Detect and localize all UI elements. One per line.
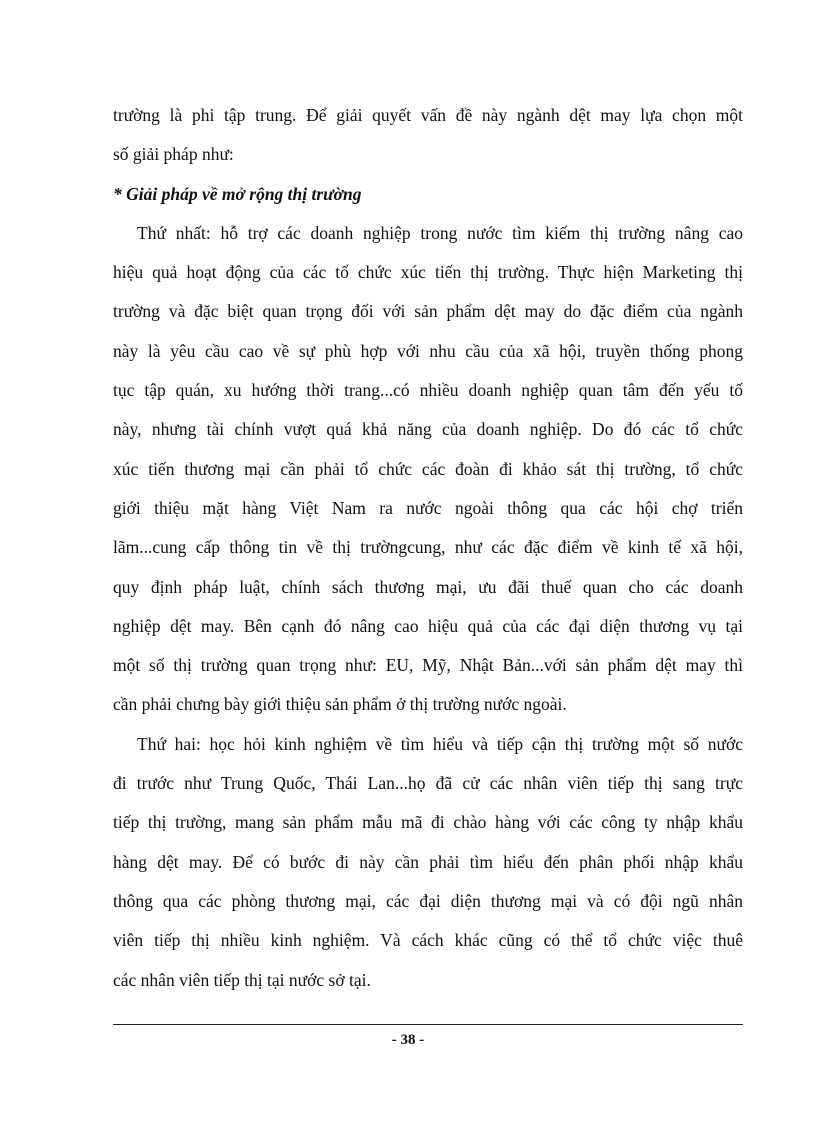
text-line: này, nhưng tài chính vượt quá khả năng của doanh nghiệp. Do đó các tổ chức	[113, 419, 743, 440]
text-line: đi trước như Trung Quốc, Thái Lan...họ đã cử các nhân viên tiếp thị sang trực	[113, 773, 743, 794]
text-line: trường và đặc biệt quan trọng đối với sản phẩm dệt may do đặc điểm của ngành	[113, 301, 743, 322]
text-line: các nhân viên tiếp thị tại nước sở tại.	[113, 969, 371, 990]
text-line: hiệu quả hoạt động của các tổ chức xúc tiến thị trường. Thực hiện Marketing thị	[113, 262, 743, 283]
text-line: hàng dệt may. Để có bước đi này cần phải tìm hiểu đến phân phối nhập khẩu	[113, 851, 743, 872]
page-number: - 38 -	[391, 1032, 425, 1048]
text-line: một số thị trường quan trọng như: EU, Mỹ, Nhật Bản...với sản phẩm dệt may thì	[113, 655, 743, 676]
text-line: giới thiệu mặt hàng Việt Nam ra nước ngoài thông qua các hội chợ triển	[113, 497, 743, 518]
text-line: tục tập quán, xu hướng thời trang...có nhiều doanh nghiệp quan tâm đến yếu tố	[113, 380, 743, 401]
body-text	[113, 96, 743, 1000]
section-heading: * Giải pháp về mở rộng thị trường	[113, 183, 362, 204]
text-line: trường là phi tập trung. Để giải quyết vấn đề này ngành dệt may lựa chọn một	[113, 105, 743, 125]
text-line: xúc tiến thương mại cần phải tổ chức các đoàn đi khảo sát thị trường, tổ chức	[113, 458, 743, 479]
text-line: lãm...cung cấp thông tin về thị trườngcung, như các đặc điểm về kinh tế xã hội,	[113, 537, 743, 558]
footer-divider	[113, 1024, 743, 1025]
text-line: số giải pháp như:	[113, 144, 234, 165]
text-line: quy định pháp luật, chính sách thương mại, ưu đãi thuế quan cho các doanh	[113, 576, 743, 597]
text-line: cần phải chưng bày giới thiệu sản phẩm ở thị trường nước ngoài.	[113, 694, 567, 715]
text-line: viên tiếp thị nhiều kinh nghiệm. Và cách khác cũng có thể tổ chức việc thuê	[113, 930, 743, 951]
text-line: Thứ hai: học hỏi kinh nghiệm về tìm hiểu và tiếp cận thị trường một số nước	[137, 733, 743, 754]
text-line: thông qua các phòng thương mại, các đại diện thương mại và có đội ngũ nhân	[113, 890, 743, 911]
text-line: nghiệp dệt may. Bên cạnh đó nâng cao hiệu quả của các đại diện thương vụ tại	[113, 615, 743, 636]
text-line: này là yêu cầu cao về sự phù hợp với nhu cầu của xã hội, truyền thống phong	[113, 340, 743, 361]
text-line: Thứ nhất: hỗ trợ các doanh nghiệp trong nước tìm kiếm thị trường nâng cao	[137, 222, 743, 243]
text-line: tiếp thị trường, mang sản phẩm mẫu mã đi chào hàng với các công ty nhập khẩu	[113, 812, 743, 833]
